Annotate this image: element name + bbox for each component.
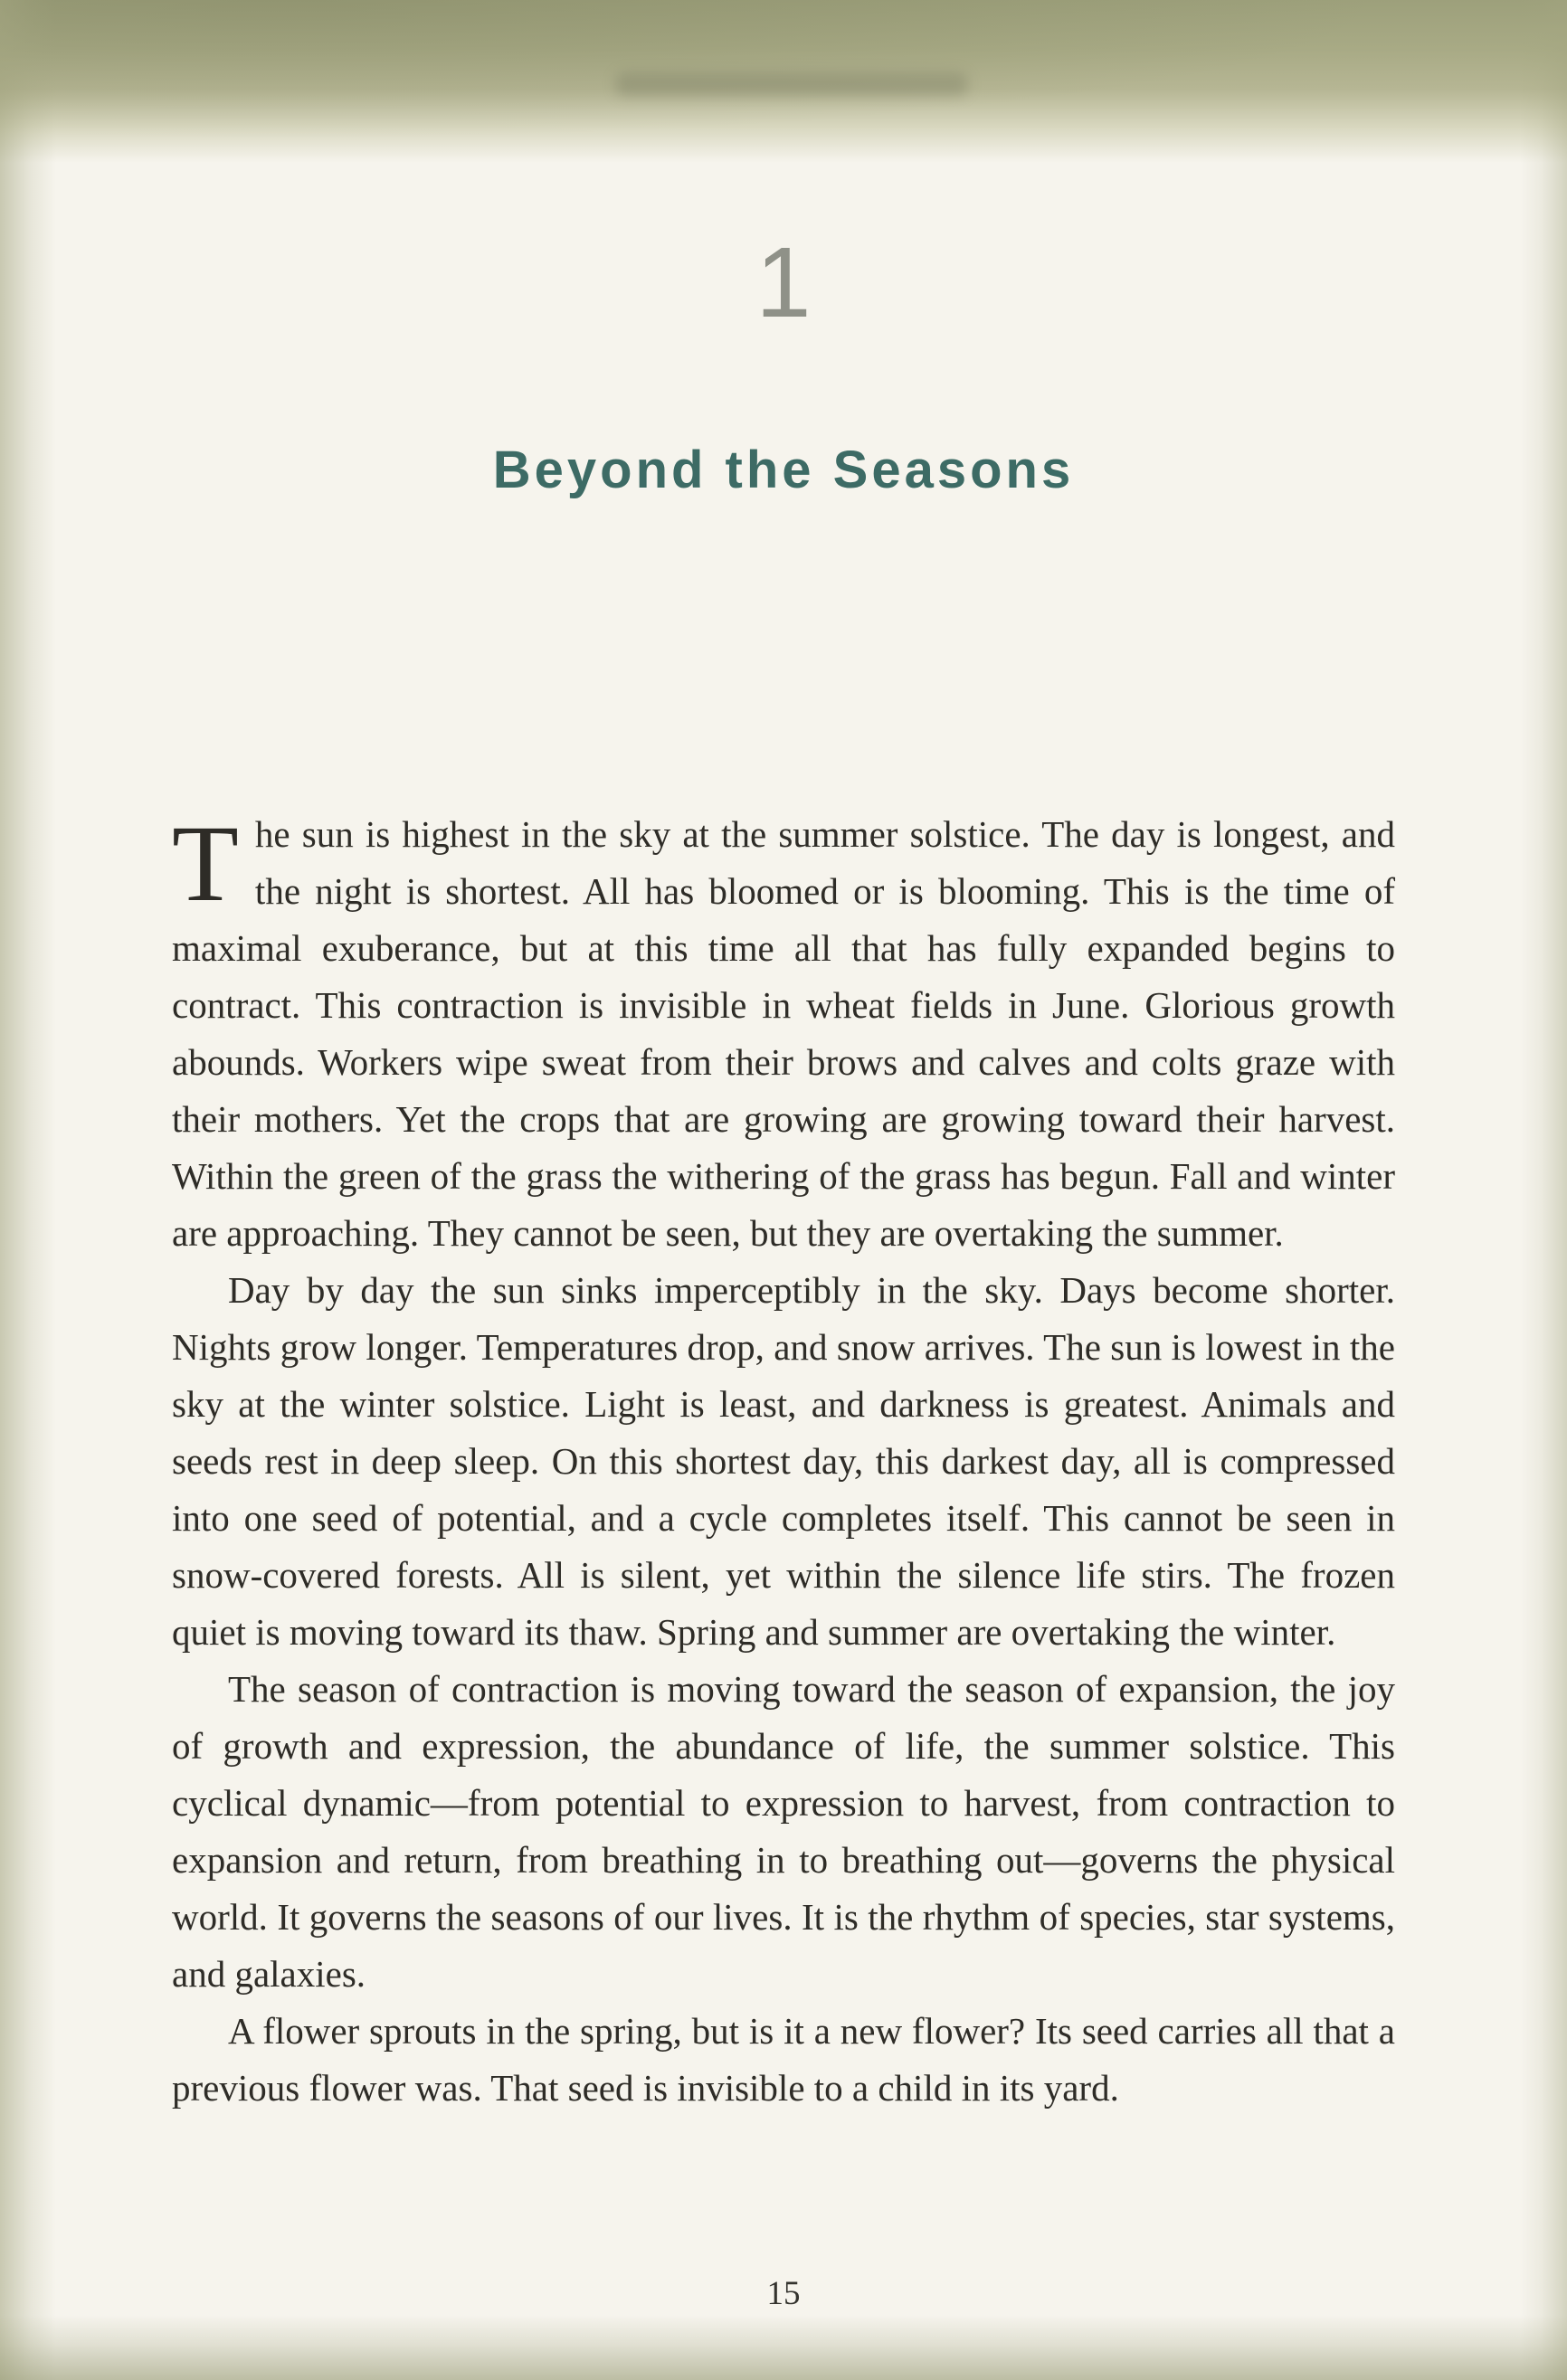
chapter-number: 1 xyxy=(755,227,812,338)
scan-edge-bottom xyxy=(0,2315,1567,2380)
page-number: 15 xyxy=(766,2275,801,2312)
chapter-title: Beyond the Seasons xyxy=(492,441,1075,499)
paragraph-4: A flower sprouts in the spring, but is it a new flower? Its seed carries all that a previous flower was. That seed is invisible to a child in its yard. xyxy=(172,2010,1395,2109)
paragraph-1-text: he sun is highest in the sky at the summer solstice. The day is longest, and the night is shortest. All has bloomed or is blooming. This is the time of maximal exuberance, but at this time all that has fully expanded begins to contract. This contraction is invisible in wheat fields in June. Glorious growth abounds. Workers wipe sweat from their brows and calves and colts graze with their mothers. Yet the crops that are growing are growing toward their harvest. Within the green of the grass the withering of the grass has begun. Fall and winter are approaching. They cannot be seen, but they are overtaking the summer. xyxy=(172,813,1395,1254)
show-through-smudge xyxy=(615,72,968,96)
drop-cap: T xyxy=(172,803,239,925)
paragraph-1 xyxy=(172,803,1395,1262)
body-text xyxy=(172,803,1395,2117)
paragraph-3: The season of contraction is moving toward the season of expansion, the joy of growth and expression, the abundance of life, the summer solstice. This cyclical dynamic—from potential to expression to harvest, from contraction to expansion and return, from breathing in to breathing out—governs the physical world. It governs the seasons of our lives. It is the rhythm of species, star systems, and galaxies. xyxy=(172,1668,1395,1995)
paragraph-2: Day by day the sun sinks imperceptibly in the sky. Days become shorter. Nights grow longer. Temperatures drop, and snow arrives. The sun is lowest in the sky at the winter solstice. Light is least, and darkness is greatest. Animals and seeds rest in deep sleep. On this shortest day, this darkest day, all is compressed into one seed of potential, and a cycle completes itself. This cannot be seen in snow-covered forests. All is silent, yet within the silence life stirs. The frozen quiet is moving toward its thaw. Spring and summer are overtaking the winter. xyxy=(172,1269,1395,1653)
